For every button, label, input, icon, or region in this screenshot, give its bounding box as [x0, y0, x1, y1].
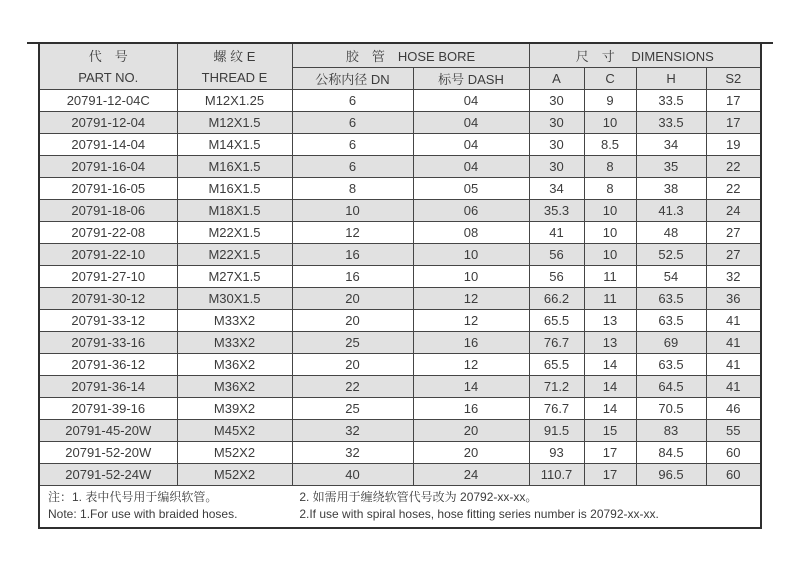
table-row: [39, 353, 761, 375]
table-cell: 63.5: [636, 287, 706, 309]
table-cell: 41: [706, 375, 761, 397]
header-thread: [177, 44, 292, 89]
table-cell: M12X1.25: [177, 89, 292, 111]
table-cell: 16: [413, 331, 529, 353]
table-cell: 8: [292, 177, 413, 199]
table-cell: 20791-22-10: [39, 243, 177, 265]
table-cell: 20791-52-24W: [39, 463, 177, 485]
table-row: [39, 419, 761, 441]
table-cell: 41.3: [636, 199, 706, 221]
table-cell: 24: [706, 199, 761, 221]
table-cell: 30: [529, 133, 584, 155]
table-cell: 20791-14-04: [39, 133, 177, 155]
table-cell: M27X1.5: [177, 265, 292, 287]
table-cell: 52.5: [636, 243, 706, 265]
table-cell: 20791-22-08: [39, 221, 177, 243]
table-cell: M36X2: [177, 375, 292, 397]
table-cell: M33X2: [177, 309, 292, 331]
note-line-en: [48, 506, 752, 523]
table-cell: 41: [706, 353, 761, 375]
table-cell: M33X2: [177, 331, 292, 353]
table-cell: 32: [292, 419, 413, 441]
table-cell: M52X2: [177, 441, 292, 463]
table-cell: 20791-36-14: [39, 375, 177, 397]
header-part-no-zh: 代 号: [88, 48, 128, 64]
table-cell: 33.5: [636, 111, 706, 133]
table-cell: 04: [413, 155, 529, 177]
table-cell: 110.7: [529, 463, 584, 485]
table-cell: 12: [413, 287, 529, 309]
table-cell: 83: [636, 419, 706, 441]
table-row: [39, 331, 761, 353]
table-cell: 04: [413, 111, 529, 133]
table-cell: 64.5: [636, 375, 706, 397]
table-cell: M36X2: [177, 353, 292, 375]
table-row: [39, 199, 761, 221]
table-cell: 93: [529, 441, 584, 463]
table-cell: 76.7: [529, 331, 584, 353]
table-row: [39, 133, 761, 155]
note-zh-1: 注：1. 表中代号用于编织软管。: [48, 489, 218, 504]
table-header: [39, 44, 761, 89]
table-cell: 17: [584, 441, 636, 463]
table-cell: 10: [584, 111, 636, 133]
table-cell: 20: [413, 419, 529, 441]
table-cell: 8: [584, 177, 636, 199]
table-cell: 17: [706, 89, 761, 111]
header-thread-en: THREAD E: [201, 69, 268, 85]
note-en-2: 2.If use with spiral hoses, hose fitting series number is 20792-xx-xx.: [299, 506, 659, 521]
table-cell: 24: [413, 463, 529, 485]
table-cell: 34: [636, 133, 706, 155]
table-cell: 16: [413, 397, 529, 419]
table-body: [39, 89, 761, 485]
table-cell: 20791-30-12: [39, 287, 177, 309]
table-cell: 25: [292, 397, 413, 419]
header-dash: 标号 DASH: [413, 67, 529, 89]
table-cell: 22: [706, 177, 761, 199]
table-cell: 63.5: [636, 353, 706, 375]
header-group-hose-bore: 胶 管 HOSE BORE: [292, 44, 529, 67]
table-cell: 10: [413, 265, 529, 287]
table-cell: 46: [706, 397, 761, 419]
table-cell: M16X1.5: [177, 177, 292, 199]
table-cell: 12: [413, 353, 529, 375]
table-cell: 10: [413, 243, 529, 265]
table-cell: 14: [584, 397, 636, 419]
table-cell: 6: [292, 155, 413, 177]
table-cell: 08: [413, 221, 529, 243]
table-cell: 8: [584, 155, 636, 177]
hose-fitting-spec-table: [38, 44, 762, 529]
table-cell: 38: [636, 177, 706, 199]
table-cell: 32: [706, 265, 761, 287]
table-cell: 33.5: [636, 89, 706, 111]
header-c: C: [584, 67, 636, 89]
note-en-1: Note: 1.For use with braided hoses.: [48, 506, 238, 521]
header-part-no: [39, 44, 177, 89]
table-cell: 20791-36-12: [39, 353, 177, 375]
table-cell: 13: [584, 309, 636, 331]
table-cell: 32: [292, 441, 413, 463]
table-cell: 10: [584, 221, 636, 243]
spec-table-container: [38, 44, 762, 529]
notes-cell: [39, 485, 761, 528]
table-cell: 22: [706, 155, 761, 177]
table-cell: 20791-12-04C: [39, 89, 177, 111]
table-cell: 12: [292, 221, 413, 243]
table-cell: 91.5: [529, 419, 584, 441]
table-cell: 65.5: [529, 309, 584, 331]
table-cell: 20791-16-04: [39, 155, 177, 177]
table-cell: M14X1.5: [177, 133, 292, 155]
table-cell: 84.5: [636, 441, 706, 463]
table-cell: 14: [413, 375, 529, 397]
header-dn: 公称内径 DN: [292, 67, 413, 89]
table-cell: 20791-12-04: [39, 111, 177, 133]
table-cell: 70.5: [636, 397, 706, 419]
table-cell: 66.2: [529, 287, 584, 309]
table-row: [39, 287, 761, 309]
table-cell: 13: [584, 331, 636, 353]
table-cell: 96.5: [636, 463, 706, 485]
table-cell: 20791-45-20W: [39, 419, 177, 441]
table-footer: [39, 485, 761, 528]
table-row: [39, 89, 761, 111]
header-a: A: [529, 67, 584, 89]
table-cell: 16: [292, 243, 413, 265]
table-row: [39, 177, 761, 199]
table-cell: 05: [413, 177, 529, 199]
table-cell: 48: [636, 221, 706, 243]
table-cell: 11: [584, 287, 636, 309]
table-cell: 55: [706, 419, 761, 441]
table-cell: 20791-52-20W: [39, 441, 177, 463]
table-row: [39, 243, 761, 265]
table-cell: 20791-33-16: [39, 331, 177, 353]
header-thread-zh: 螺 纹 E: [213, 48, 256, 64]
header-s2: S2: [706, 67, 761, 89]
note-zh-2: 2. 如需用于缠绕软管代号改为 20792-xx-xx。: [299, 489, 538, 504]
table-cell: 30: [529, 89, 584, 111]
table-cell: 16: [292, 265, 413, 287]
table-cell: 20: [413, 441, 529, 463]
table-cell: 15: [584, 419, 636, 441]
table-cell: 54: [636, 265, 706, 287]
table-cell: 22: [292, 375, 413, 397]
table-cell: 20791-16-05: [39, 177, 177, 199]
table-row: [39, 309, 761, 331]
table-cell: 65.5: [529, 353, 584, 375]
table-cell: M30X1.5: [177, 287, 292, 309]
table-cell: 30: [529, 111, 584, 133]
table-cell: 04: [413, 89, 529, 111]
table-cell: 63.5: [636, 309, 706, 331]
table-cell: 60: [706, 441, 761, 463]
table-cell: 11: [584, 265, 636, 287]
table-cell: 14: [584, 353, 636, 375]
table-cell: 6: [292, 133, 413, 155]
table-cell: M22X1.5: [177, 221, 292, 243]
table-cell: M18X1.5: [177, 199, 292, 221]
header-group-dimensions: 尺 寸 DIMENSIONS: [529, 44, 761, 67]
table-row: [39, 463, 761, 485]
table-cell: 06: [413, 199, 529, 221]
table-cell: 14: [584, 375, 636, 397]
table-cell: 56: [529, 243, 584, 265]
table-cell: 20: [292, 353, 413, 375]
table-cell: M16X1.5: [177, 155, 292, 177]
table-cell: 30: [529, 155, 584, 177]
table-row: [39, 441, 761, 463]
table-cell: 76.7: [529, 397, 584, 419]
table-cell: 40: [292, 463, 413, 485]
table-cell: 27: [706, 221, 761, 243]
table-row: [39, 221, 761, 243]
table-cell: 17: [706, 111, 761, 133]
table-cell: 20: [292, 287, 413, 309]
table-row: [39, 397, 761, 419]
table-cell: 20: [292, 309, 413, 331]
table-cell: M22X1.5: [177, 243, 292, 265]
table-cell: 36: [706, 287, 761, 309]
table-cell: 20791-18-06: [39, 199, 177, 221]
table-cell: 10: [584, 243, 636, 265]
table-row: [39, 111, 761, 133]
table-cell: 8.5: [584, 133, 636, 155]
table-cell: 04: [413, 133, 529, 155]
table-cell: 60: [706, 463, 761, 485]
table-cell: 19: [706, 133, 761, 155]
table-cell: 10: [584, 199, 636, 221]
table-cell: 6: [292, 111, 413, 133]
table-cell: 69: [636, 331, 706, 353]
header-h: H: [636, 67, 706, 89]
table-cell: 35.3: [529, 199, 584, 221]
table-row: [39, 155, 761, 177]
table-cell: 20791-33-12: [39, 309, 177, 331]
table-row: [39, 265, 761, 287]
table-cell: 41: [706, 331, 761, 353]
table-cell: M12X1.5: [177, 111, 292, 133]
table-cell: 71.2: [529, 375, 584, 397]
table-cell: 56: [529, 265, 584, 287]
table-cell: 9: [584, 89, 636, 111]
table-cell: 34: [529, 177, 584, 199]
table-cell: 12: [413, 309, 529, 331]
table-cell: 17: [584, 463, 636, 485]
table-cell: 10: [292, 199, 413, 221]
header-part-no-en: PART NO.: [78, 69, 139, 85]
table-cell: 27: [706, 243, 761, 265]
note-line-zh: [48, 489, 752, 506]
table-cell: M52X2: [177, 463, 292, 485]
table-cell: M45X2: [177, 419, 292, 441]
table-cell: 6: [292, 89, 413, 111]
table-cell: 20791-27-10: [39, 265, 177, 287]
table-cell: 41: [529, 221, 584, 243]
table-cell: 25: [292, 331, 413, 353]
table-cell: 35: [636, 155, 706, 177]
table-cell: M39X2: [177, 397, 292, 419]
table-cell: 41: [706, 309, 761, 331]
table-cell: 20791-39-16: [39, 397, 177, 419]
table-row: [39, 375, 761, 397]
